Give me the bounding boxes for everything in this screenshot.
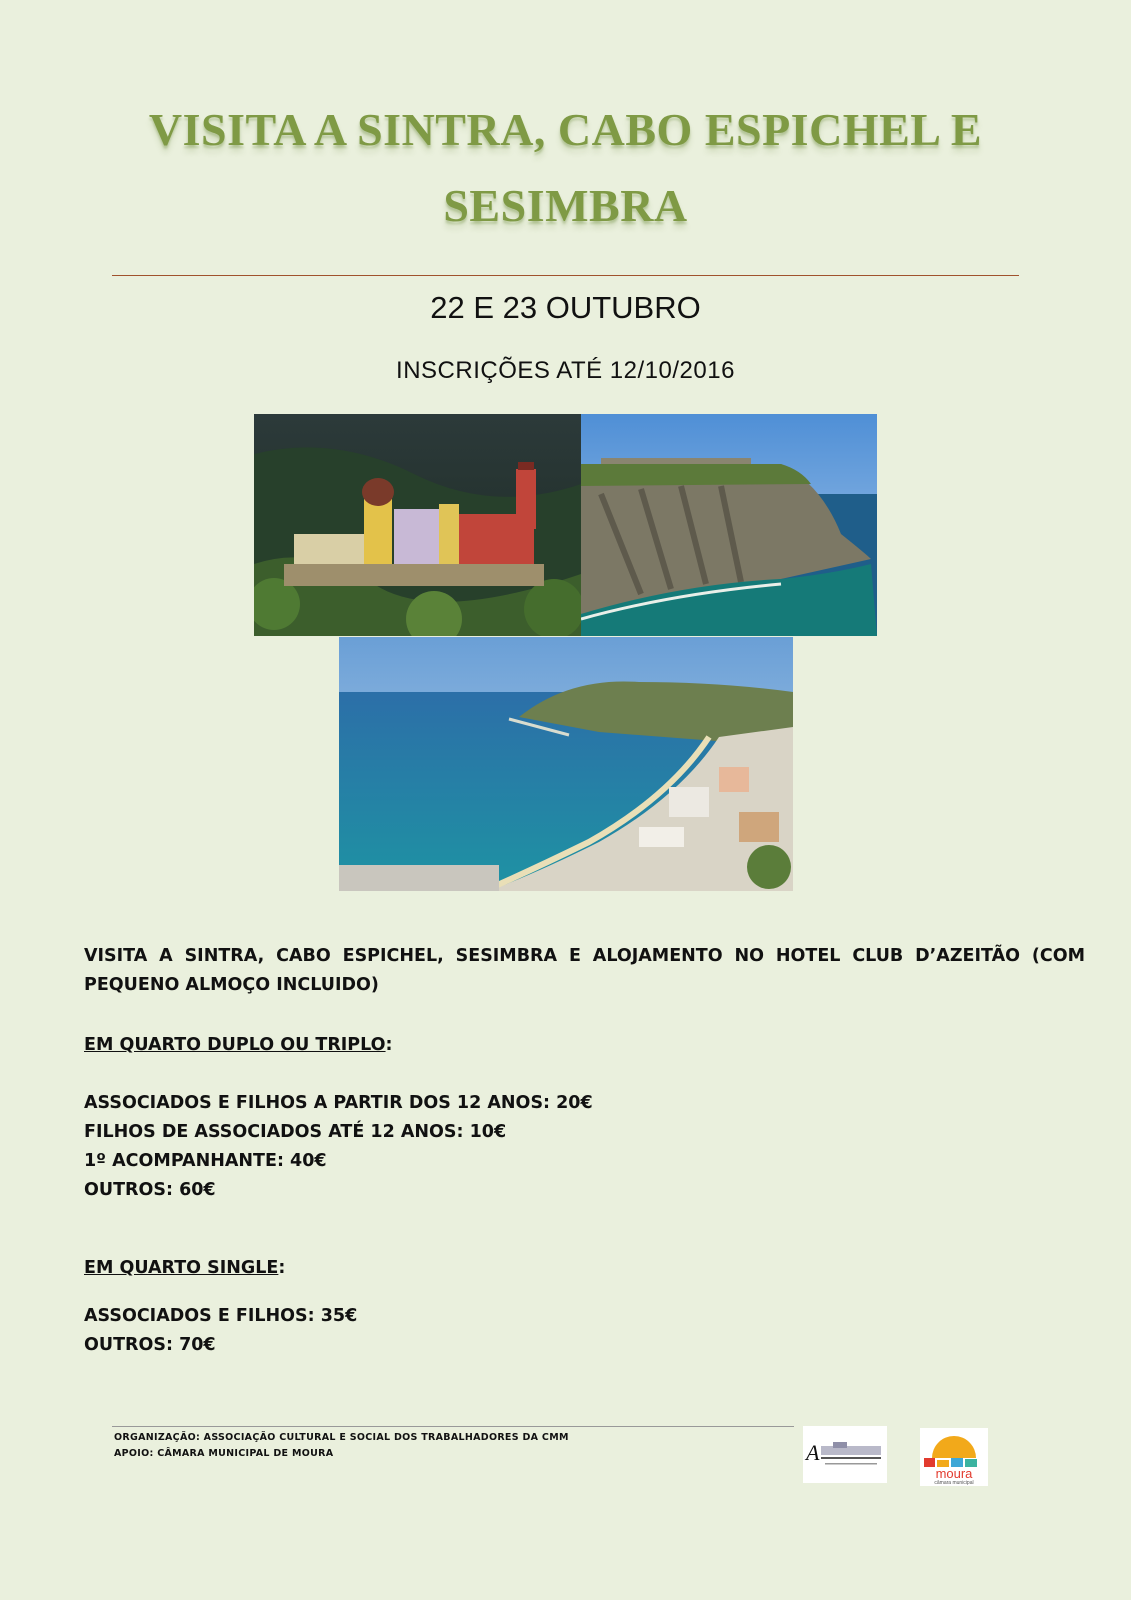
double-room-heading: EM QUARTO DUPLO OU TRIPLO: bbox=[84, 1035, 393, 1055]
organization-credit: ORGANIZAÇÃO: ASSOCIAÇÃO CULTURAL E SOCIAL DOS TRABALHADORES DA CMM bbox=[114, 1432, 569, 1443]
moura-municipality-logo bbox=[920, 1428, 988, 1486]
sesimbra-bay-photo bbox=[339, 637, 793, 891]
price-item: ASSOCIADOS E FILHOS A PARTIR DOS 12 ANOS: 20€ bbox=[84, 1093, 593, 1113]
price-item: ASSOCIADOS E FILHOS: 35€ bbox=[84, 1306, 358, 1326]
single-room-price-list bbox=[84, 1302, 1085, 1360]
price-item: 1º ACOMPANHANTE: 40€ bbox=[84, 1151, 327, 1171]
page-title bbox=[80, 92, 1051, 244]
association-logo bbox=[803, 1426, 887, 1483]
title-line-2: SESIMBRA bbox=[443, 180, 688, 231]
single-room-heading: EM QUARTO SINGLE: bbox=[84, 1258, 286, 1278]
price-item: OUTROS: 70€ bbox=[84, 1335, 216, 1355]
title-line-1: VISITA A SINTRA, CABO ESPICHEL E bbox=[148, 104, 983, 155]
double-room-price-list bbox=[84, 1089, 1085, 1205]
title-divider bbox=[112, 275, 1019, 276]
sintra-palace-photo bbox=[254, 414, 581, 636]
cabo-espichel-photo bbox=[581, 414, 877, 636]
footer-credits bbox=[114, 1430, 569, 1462]
price-item: FILHOS DE ASSOCIADOS ATÉ 12 ANOS: 10€ bbox=[84, 1122, 507, 1142]
moura-logo-text: moura bbox=[935, 1466, 973, 1481]
svg-text:A: A bbox=[806, 1440, 820, 1465]
moura-logo-subtext: câmara municipal bbox=[934, 1480, 974, 1486]
trip-description: VISITA A SINTRA, CABO ESPICHEL, SESIMBRA E ALOJAMENTO NO HOTEL CLUB D’AZEITÃO (COM PEQUENO ALMOÇO INCLUIDO) bbox=[84, 946, 1085, 995]
price-item: OUTROS: 60€ bbox=[84, 1180, 216, 1200]
event-dates: 22 E 23 OUTUBRO bbox=[430, 290, 701, 325]
footer-divider bbox=[112, 1426, 794, 1427]
support-credit: APOIO: CÂMARA MUNICIPAL DE MOURA bbox=[114, 1448, 334, 1459]
registration-deadline: INSCRIÇÕES ATÉ 12/10/2016 bbox=[396, 357, 735, 384]
